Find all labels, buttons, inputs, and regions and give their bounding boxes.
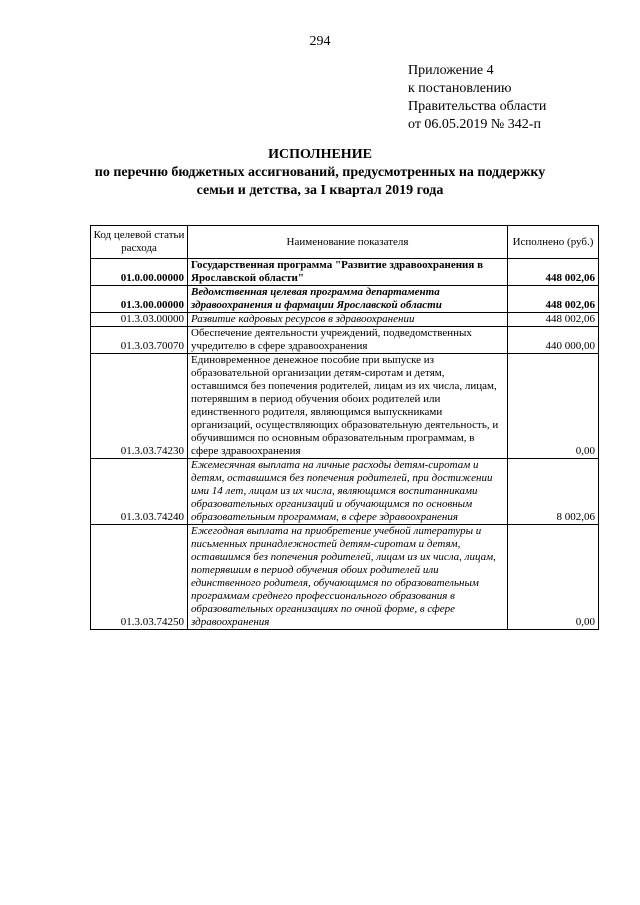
row-code: 01.3.03.00000 — [91, 313, 188, 327]
row-amount: 448 002,06 — [508, 286, 599, 313]
row-code: 01.3.03.74250 — [91, 525, 188, 630]
appendix-line: Приложение 4 — [408, 63, 494, 78]
appendix-line: Правительства области — [408, 99, 547, 114]
row-name: Ежегодная выплата на приобретение учебной литературы и письменных принадлежностей детям-сиротам и детям, оставшимся без попечения родителей, лицам из их числа, лицам, потерявшим в период обучения обоих родителей или единственного родителя, обучающимся по образовательным программам среднего профессионального образования в образовательных организациях по очной форме, в сфере здравоохранения — [188, 525, 508, 630]
appendix-line: от 06.05.2019 № 342-п — [408, 117, 541, 132]
row-code: 01.0.00.00000 — [91, 259, 188, 286]
table-row — [91, 286, 599, 313]
row-amount: 8 002,06 — [508, 459, 599, 525]
budget-table — [90, 225, 599, 630]
row-amount: 448 002,06 — [508, 259, 599, 286]
row-code: 01.3.03.70070 — [91, 327, 188, 354]
table-row — [91, 327, 599, 354]
row-name: Обеспечение деятельности учреждений, подведомственных учредителю в сфере здравоохранения — [188, 327, 508, 354]
table-row — [91, 459, 599, 525]
row-name: Развитие кадровых ресурсов в здравоохранении — [188, 313, 508, 327]
header-amount: Исполнено (руб.) — [508, 226, 599, 259]
table-row — [91, 313, 599, 327]
row-name: Единовременное денежное пособие при выпуске из образовательной организации детям-сиротам и детям, оставшимся без попечения родителей, лицам из их числа, лицам, потерявшим в период обучения обоих родителей или единственного родителя, являющимся выпускниками организаций, осуществляющих образовательную деятельность, и обучившимся по основным образовательным программам, в сфере здравоохранения — [188, 354, 508, 459]
row-amount: 0,00 — [508, 525, 599, 630]
appendix-line: к постановлению — [408, 81, 512, 96]
table-row — [91, 259, 599, 286]
row-code: 01.3.03.74240 — [91, 459, 188, 525]
title-line: семьи и детства, за I квартал 2019 года — [196, 183, 444, 198]
table-header-row — [91, 226, 599, 259]
row-amount: 440 000,00 — [508, 327, 599, 354]
row-code: 01.3.00.00000 — [91, 286, 188, 313]
row-amount: 0,00 — [508, 354, 599, 459]
table-row — [91, 525, 599, 630]
row-amount: 448 002,06 — [508, 313, 599, 327]
appendix-block — [408, 62, 546, 134]
page-number: 294 — [309, 34, 331, 49]
row-code: 01.3.03.74230 — [91, 354, 188, 459]
row-name: Ведомственная целевая программа департамента здравоохранения и фармации Ярославской области — [188, 286, 508, 313]
header-code: Код целевой статьи расхода — [91, 226, 188, 259]
table-row — [91, 354, 599, 459]
row-name: Ежемесячная выплата на личные расходы детям-сиротам и детям, оставшимся без попечения родителей, при достижении ими 14 лет, лицам из их числа, являющимся воспитанниками образовательных организаций и обучающимся по основным образовательным программам, в сфере здравоохранения — [188, 459, 508, 525]
document-title — [0, 146, 640, 200]
title-line: по перечню бюджетных ассигнований, предусмотренных на поддержку — [94, 165, 546, 180]
header-name: Наименование показателя — [188, 226, 508, 259]
title-line: ИСПОЛНЕНИЕ — [268, 147, 372, 162]
row-name: Государственная программа "Развитие здравоохранения в Ярославской области" — [188, 259, 508, 286]
